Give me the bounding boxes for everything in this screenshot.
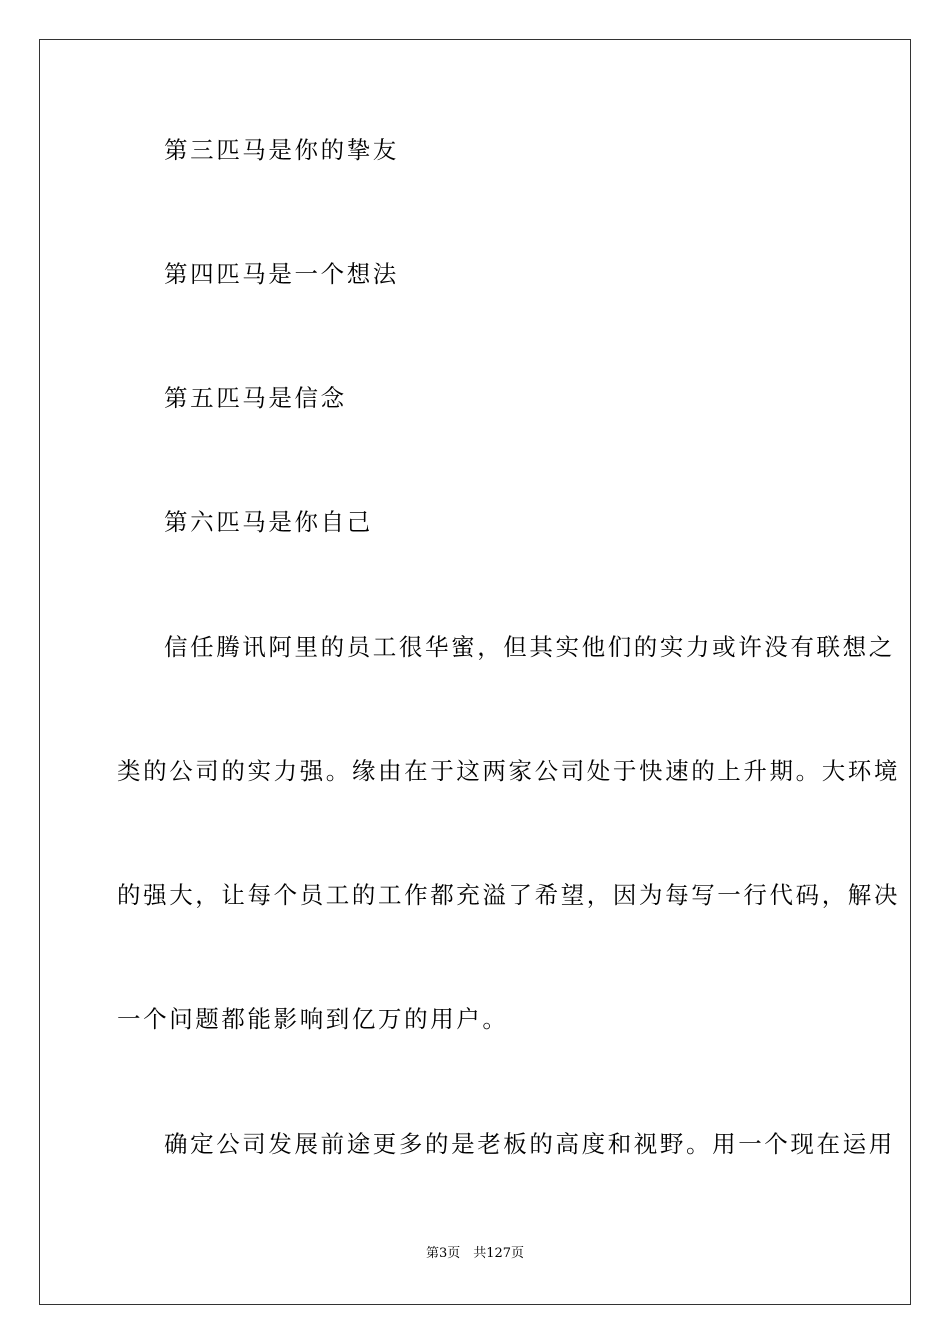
paragraph-line: 信任腾讯阿里的员工很华蜜，但其实他们的实力或许没有联想之: [164, 633, 895, 661]
paragraph-line: 第三匹马是你的挚友: [164, 136, 399, 164]
page-number-footer: 第3页 共127页: [425, 1246, 525, 1261]
paragraph-line: 的强大，让每个员工的工作都充溢了希望，因为每写一行代码，解决: [117, 881, 900, 909]
page-border: [39, 39, 911, 1305]
paragraph-line: 第六匹马是你自己: [164, 508, 373, 536]
paragraph-line: 第四匹马是一个想法: [164, 260, 399, 288]
paragraph-line: 第五匹马是信念: [164, 384, 347, 412]
paragraph-line: 一个问题都能影响到亿万的用户。: [117, 1005, 509, 1033]
paragraph-line: 类的公司的实力强。缘由在于这两家公司处于快速的上升期。大环境: [117, 757, 900, 785]
paragraph-line: 确定公司发展前途更多的是老板的高度和视野。用一个现在运用: [164, 1130, 895, 1158]
